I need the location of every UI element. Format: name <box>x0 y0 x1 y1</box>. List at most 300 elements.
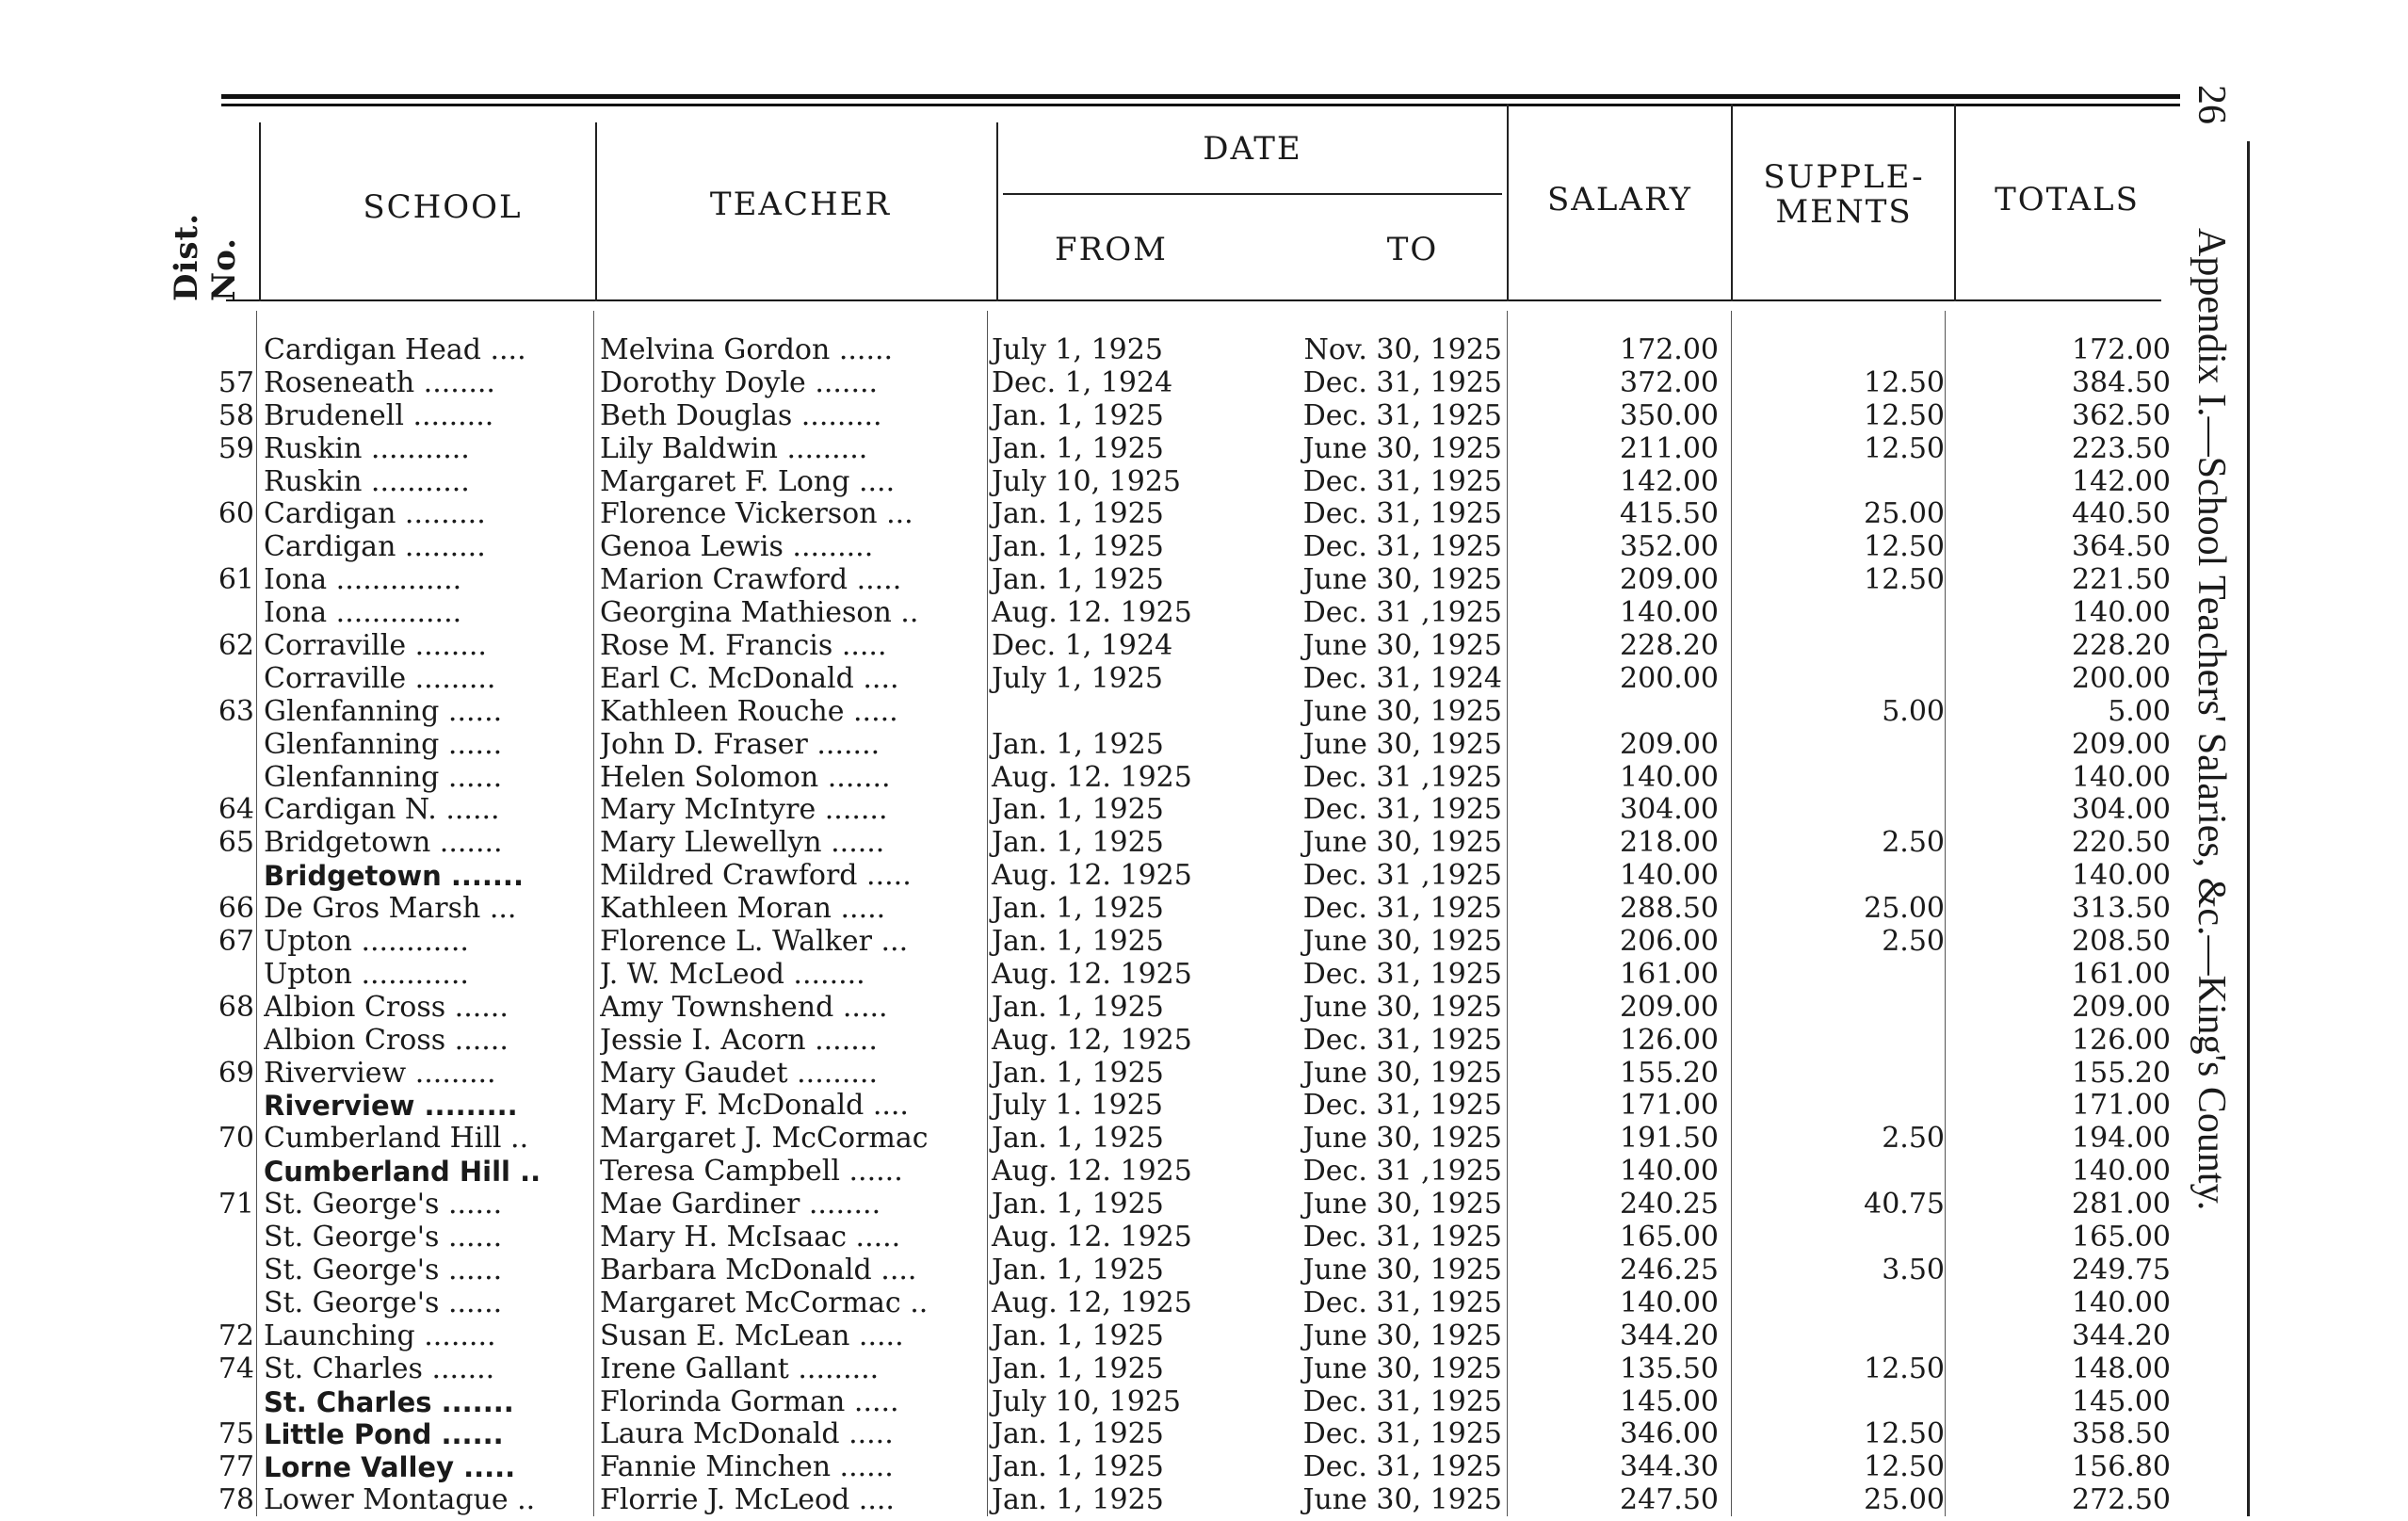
teacher-cell: Earl C. McDonald .... <box>600 662 899 695</box>
header-salary: SALARY <box>1547 181 1692 218</box>
teacher-cell: Margaret J. McCormac <box>600 1123 929 1156</box>
salary-cell: 200.00 <box>1620 661 1719 695</box>
total-cell: 161.00 <box>2072 957 2171 991</box>
table-row <box>0 696 2185 729</box>
salary-cell: 172.00 <box>1620 333 1719 366</box>
date-to-cell: Dec. 31, 1925 <box>1302 1450 1502 1484</box>
teacher-cell: Beth Douglas ......... <box>600 399 882 432</box>
date-from-cell: Jan. 1, 1925 <box>992 1351 1164 1385</box>
date-from-cell: Jan. 1, 1925 <box>992 826 1164 860</box>
table-row <box>0 531 2185 564</box>
teacher-cell: Marion Crawford ..... <box>600 564 902 597</box>
date-to-cell: June 30, 1925 <box>1302 1319 1502 1352</box>
supplements-cell: 12.50 <box>1864 530 1945 564</box>
dist-no-cell: 60 <box>218 497 254 531</box>
total-cell: 194.00 <box>2072 1122 2171 1156</box>
teacher-cell: Barbara McDonald .... <box>600 1254 917 1286</box>
school-cell: Albion Cross ...... <box>264 991 509 1024</box>
total-cell: 304.00 <box>2072 793 2171 827</box>
school-cell: Roseneath ........ <box>264 366 495 399</box>
teacher-cell: Kathleen Rouche ..... <box>600 695 898 728</box>
school-cell: Ruskin ........... <box>264 465 470 498</box>
table-row <box>0 1025 2185 1058</box>
school-cell: Albion Cross ...... <box>264 1024 509 1057</box>
dist-no-cell: 77 <box>218 1450 254 1484</box>
school-cell: Brudenell ......... <box>264 399 494 432</box>
salary-cell: 206.00 <box>1620 925 1719 959</box>
date-to-cell: Dec. 31, 1925 <box>1302 892 1502 926</box>
date-from-cell: Jan. 1, 1925 <box>992 925 1164 959</box>
date-from-cell: July 10, 1925 <box>992 464 1182 498</box>
school-cell: St. George's ...... <box>264 1286 503 1319</box>
date-from-cell: Aug. 12, 1925 <box>992 1023 1192 1057</box>
school-cell: St. George's ...... <box>264 1254 503 1286</box>
total-cell: 126.00 <box>2072 1023 2171 1057</box>
total-cell: 249.75 <box>2072 1253 2171 1286</box>
table-row <box>0 400 2185 433</box>
dist-no-cell: 68 <box>218 990 254 1024</box>
supplements-cell: 25.00 <box>1864 497 1945 531</box>
date-from-cell: Jan. 1, 1925 <box>992 1056 1164 1090</box>
table-row <box>0 992 2185 1025</box>
teacher-cell: Florrie J. McLeod .... <box>600 1484 895 1517</box>
salary-cell: 344.20 <box>1620 1319 1719 1352</box>
school-cell: Corraville ......... <box>264 662 496 695</box>
date-to-cell: June 30, 1925 <box>1302 694 1502 728</box>
date-from-cell: Jan. 1, 1925 <box>992 563 1164 597</box>
dist-no-cell: 78 <box>218 1483 254 1517</box>
school-cell: Iona .............. <box>264 597 462 630</box>
supplements-cell: 3.50 <box>1882 1253 1945 1286</box>
date-from-cell: July 10, 1925 <box>992 1384 1182 1418</box>
date-to-cell: Dec. 31, 1925 <box>1302 1286 1502 1319</box>
running-title <box>2168 85 2234 1497</box>
school-cell: Cumberland Hill .. <box>264 1156 541 1189</box>
supplements-cell: 2.50 <box>1882 925 1945 959</box>
supplements-cell: 12.50 <box>1864 431 1945 465</box>
dist-no-cell: 62 <box>218 629 254 663</box>
date-to-cell: Dec. 31, 1925 <box>1302 1089 1502 1123</box>
teacher-cell: Mildred Crawford ..... <box>600 860 912 893</box>
table-row <box>0 1386 2185 1419</box>
teacher-cell: Mary F. McDonald .... <box>600 1090 909 1123</box>
salary-cell: 161.00 <box>1620 957 1719 991</box>
header-totals: TOTALS <box>1995 181 2140 218</box>
header-supplements-line2: MENTS <box>1775 193 1913 231</box>
salary-cell: 140.00 <box>1620 859 1719 893</box>
date-from-cell: Aug. 12. 1925 <box>992 760 1192 794</box>
salary-cell: 346.00 <box>1620 1417 1719 1451</box>
total-cell: 344.20 <box>2072 1319 2171 1352</box>
dist-no-cell: 67 <box>218 925 254 959</box>
date-to-cell: June 30, 1925 <box>1302 727 1502 761</box>
total-cell: 5.00 <box>2108 694 2171 728</box>
supplements-cell: 2.50 <box>1882 826 1945 860</box>
date-to-cell: June 30, 1925 <box>1302 1056 1502 1090</box>
column-divider <box>1731 104 1733 301</box>
total-cell: 364.50 <box>2072 530 2171 564</box>
date-from-cell: Jan. 1, 1925 <box>992 990 1164 1024</box>
column-divider <box>1954 104 1956 301</box>
salary-cell: 246.25 <box>1620 1253 1719 1286</box>
top-rule-thin <box>221 104 2180 106</box>
date-from-cell: July 1, 1925 <box>992 333 1163 366</box>
table-row <box>0 1484 2185 1517</box>
date-from-cell: July 1. 1925 <box>992 1089 1163 1123</box>
total-cell: 165.00 <box>2072 1221 2171 1254</box>
dist-no-cell: 74 <box>218 1351 254 1385</box>
date-to-cell: June 30, 1925 <box>1302 563 1502 597</box>
header-school: SCHOOL <box>363 188 523 226</box>
date-to-cell: Dec. 31, 1925 <box>1302 497 1502 531</box>
school-cell: Cardigan Head .... <box>264 334 526 366</box>
teacher-cell: Amy Townshend ..... <box>600 991 888 1024</box>
total-cell: 362.50 <box>2072 398 2171 432</box>
total-cell: 209.00 <box>2072 727 2171 761</box>
salary-table-body <box>0 334 2185 1517</box>
supplements-cell: 40.75 <box>1864 1188 1945 1222</box>
table-row <box>0 1189 2185 1222</box>
date-to-cell: June 30, 1925 <box>1302 1351 1502 1385</box>
table-row <box>0 466 2185 499</box>
teacher-cell: Mary Llewellyn ...... <box>600 827 885 860</box>
salary-cell: 126.00 <box>1620 1023 1719 1057</box>
teacher-cell: Mary McIntyre ....... <box>600 794 888 827</box>
total-cell: 148.00 <box>2072 1351 2171 1385</box>
date-to-cell: June 30, 1925 <box>1302 1122 1502 1156</box>
table-row <box>0 1320 2185 1353</box>
dist-no-cell: 63 <box>218 694 254 728</box>
date-from-cell: Jan. 1, 1925 <box>992 727 1164 761</box>
school-cell: St. Charles ....... <box>264 1352 495 1385</box>
date-from-cell: Jan. 1, 1925 <box>992 1450 1164 1484</box>
column-divider <box>1507 104 1509 301</box>
school-cell: Little Pond ...... <box>264 1418 504 1451</box>
total-cell: 145.00 <box>2072 1384 2171 1418</box>
header-from: FROM <box>1055 231 1168 268</box>
teacher-cell: John D. Fraser ....... <box>600 728 881 761</box>
date-from-cell: Jan. 1, 1925 <box>992 1319 1164 1352</box>
table-row <box>0 827 2185 860</box>
total-cell: 440.50 <box>2072 497 2171 531</box>
teacher-cell: Irene Gallant ......... <box>600 1352 880 1385</box>
school-cell: St. George's ...... <box>264 1222 503 1254</box>
total-cell: 200.00 <box>2072 661 2171 695</box>
dist-no-cell: 57 <box>218 365 254 399</box>
dist-no-cell: 59 <box>218 431 254 465</box>
date-from-cell: Jan. 1, 1925 <box>992 1253 1164 1286</box>
table-row <box>0 860 2185 893</box>
table-row <box>0 663 2185 696</box>
date-from-cell: Jan. 1, 1925 <box>992 530 1164 564</box>
date-to-cell: Dec. 31, 1925 <box>1302 365 1502 399</box>
teacher-cell: Margaret F. Long .... <box>600 465 896 498</box>
total-cell: 140.00 <box>2072 1286 2171 1319</box>
supplements-cell: 12.50 <box>1864 1450 1945 1484</box>
total-cell: 208.50 <box>2072 925 2171 959</box>
dist-no-cell: 65 <box>218 826 254 860</box>
supplements-cell: 12.50 <box>1864 1351 1945 1385</box>
header-supplements-line1: SUPPLE- <box>1763 158 1925 196</box>
total-cell: 223.50 <box>2072 431 2171 465</box>
salary-cell: 415.50 <box>1620 497 1719 531</box>
dist-no-cell: 66 <box>218 892 254 926</box>
salary-cell: 140.00 <box>1620 760 1719 794</box>
teacher-cell: Mary H. McIsaac ..... <box>600 1222 901 1254</box>
school-cell: Upton ............ <box>264 926 469 959</box>
supplements-cell: 25.00 <box>1864 1483 1945 1517</box>
salary-cell: 304.00 <box>1620 793 1719 827</box>
supplements-cell: 12.50 <box>1864 365 1945 399</box>
total-cell: 220.50 <box>2072 826 2171 860</box>
school-cell: Upton ............ <box>264 958 469 991</box>
date-to-cell: June 30, 1925 <box>1302 925 1502 959</box>
date-to-cell: June 30, 1925 <box>1302 990 1502 1024</box>
school-cell: Ruskin ........... <box>264 432 470 465</box>
table-row <box>0 1090 2185 1123</box>
teacher-cell: Florence Vickerson ... <box>600 498 913 531</box>
date-to-cell: Dec. 31, 1925 <box>1302 1221 1502 1254</box>
school-cell: Launching ........ <box>264 1319 496 1352</box>
salary-cell: 209.00 <box>1620 727 1719 761</box>
school-cell: Lorne Valley ..... <box>264 1451 516 1484</box>
table-row <box>0 1254 2185 1287</box>
dist-no-cell: 72 <box>218 1319 254 1352</box>
header-dist-no: Dist. No. <box>168 212 243 301</box>
column-divider <box>996 122 998 301</box>
date-from-cell: Jan. 1, 1925 <box>992 431 1164 465</box>
date-from-cell: Jan. 1, 1925 <box>992 398 1164 432</box>
table-row <box>0 794 2185 827</box>
date-to-cell: Dec. 31 ,1925 <box>1302 859 1502 893</box>
date-from-cell: Aug. 12, 1925 <box>992 1286 1192 1319</box>
supplements-cell: 12.50 <box>1864 1417 1945 1451</box>
teacher-cell: Georgina Mathieson .. <box>600 597 919 630</box>
date-to-cell: June 30, 1925 <box>1302 629 1502 663</box>
total-cell: 272.50 <box>2072 1483 2171 1517</box>
date-to-cell: Dec. 31 ,1925 <box>1302 1155 1502 1189</box>
date-to-cell: Dec. 31, 1925 <box>1302 464 1502 498</box>
school-cell: Cardigan N. ...... <box>264 794 500 827</box>
dist-no-cell: 69 <box>218 1056 254 1090</box>
total-cell: 384.50 <box>2072 365 2171 399</box>
table-row <box>0 630 2185 663</box>
total-cell: 156.80 <box>2072 1450 2171 1484</box>
dist-no-cell: 71 <box>218 1188 254 1222</box>
date-subheader-rule <box>1003 193 1502 195</box>
date-to-cell: Dec. 31 ,1925 <box>1302 760 1502 794</box>
salary-cell: 209.00 <box>1620 563 1719 597</box>
date-to-cell: Dec. 31, 1925 <box>1302 398 1502 432</box>
date-to-cell: Dec. 31, 1925 <box>1302 1417 1502 1451</box>
top-rule <box>221 94 2180 99</box>
table-row <box>0 729 2185 762</box>
table-row <box>0 1287 2185 1320</box>
total-cell: 171.00 <box>2072 1089 2171 1123</box>
date-from-cell: Jan. 1, 1925 <box>992 892 1164 926</box>
school-cell: St. George's ...... <box>264 1189 503 1222</box>
column-divider <box>595 122 597 301</box>
salary-cell: 350.00 <box>1620 398 1719 432</box>
salary-cell: 135.50 <box>1620 1351 1719 1385</box>
date-from-cell: Dec. 1, 1924 <box>992 629 1173 663</box>
teacher-cell: Florinda Gorman ..... <box>600 1385 899 1418</box>
date-from-cell: Aug. 12. 1925 <box>992 596 1192 630</box>
header-bottom-rule <box>226 299 2161 301</box>
date-from-cell: Dec. 1, 1924 <box>992 365 1173 399</box>
table-row <box>0 1353 2185 1386</box>
table-row <box>0 959 2185 992</box>
table-row <box>0 762 2185 795</box>
date-from-cell: Jan. 1, 1925 <box>992 1483 1164 1517</box>
supplements-cell: 2.50 <box>1882 1122 1945 1156</box>
table-row <box>0 334 2185 367</box>
salary-cell: 155.20 <box>1620 1056 1719 1090</box>
salary-cell: 240.25 <box>1620 1188 1719 1222</box>
header-teacher: TEACHER <box>709 186 892 223</box>
total-cell: 358.50 <box>2072 1417 2171 1451</box>
salary-cell: 288.50 <box>1620 892 1719 926</box>
dist-no-cell: 75 <box>218 1417 254 1451</box>
date-from-cell: Jan. 1, 1925 <box>992 1122 1164 1156</box>
dist-no-cell: 61 <box>218 563 254 597</box>
teacher-cell: Susan E. McLean ..... <box>600 1319 904 1352</box>
total-cell: 140.00 <box>2072 596 2171 630</box>
table-row <box>0 1123 2185 1156</box>
date-to-cell: June 30, 1925 <box>1302 826 1502 860</box>
teacher-cell: Laura McDonald ..... <box>600 1418 894 1451</box>
salary-cell: 372.00 <box>1620 365 1719 399</box>
school-cell: Bridgetown ....... <box>264 860 524 893</box>
running-title-text: Appendix I.—School Teachers' Salaries, &c.—King's County. <box>2190 228 2233 1211</box>
column-divider <box>259 122 261 301</box>
school-cell: Riverview ......... <box>264 1090 518 1123</box>
teacher-cell: Fannie Minchen ...... <box>600 1451 894 1484</box>
date-from-cell: Aug. 12. 1925 <box>992 957 1192 991</box>
table-row <box>0 893 2185 926</box>
date-to-cell: Dec. 31, 1925 <box>1302 1023 1502 1057</box>
table-row <box>0 926 2185 959</box>
date-to-cell: Nov. 30, 1925 <box>1303 333 1502 366</box>
salary-cell: 352.00 <box>1620 530 1719 564</box>
date-from-cell: Aug. 12. 1925 <box>992 859 1192 893</box>
total-cell: 281.00 <box>2072 1188 2171 1222</box>
header-to: TO <box>1386 231 1439 268</box>
salary-cell: 191.50 <box>1620 1122 1719 1156</box>
dist-no-cell: 58 <box>218 398 254 432</box>
table-row <box>0 1156 2185 1189</box>
school-cell: Cardigan ......... <box>264 498 486 531</box>
total-cell: 142.00 <box>2072 464 2171 498</box>
date-from-cell: Jan. 1, 1925 <box>992 1417 1164 1451</box>
date-to-cell: Dec. 31, 1925 <box>1302 793 1502 827</box>
table-row <box>0 564 2185 597</box>
page-number: 26 <box>2190 85 2233 124</box>
school-cell: Glenfanning ...... <box>264 695 503 728</box>
salary-cell: 140.00 <box>1620 596 1719 630</box>
teacher-cell: Dorothy Doyle ....... <box>600 366 879 399</box>
teacher-cell: Rose M. Francis ..... <box>600 630 887 663</box>
date-from-cell: Aug. 12. 1925 <box>992 1221 1192 1254</box>
teacher-cell: Margaret McCormac .. <box>600 1286 929 1319</box>
salary-cell: 247.50 <box>1620 1483 1719 1517</box>
supplements-cell: 5.00 <box>1882 694 1945 728</box>
teacher-cell: Genoa Lewis ......... <box>600 531 874 564</box>
salary-cell: 142.00 <box>1620 464 1719 498</box>
table-row <box>0 433 2185 466</box>
teacher-cell: Jessie I. Acorn ....... <box>600 1024 878 1057</box>
school-cell: Glenfanning ...... <box>264 761 503 794</box>
salary-cell: 171.00 <box>1620 1089 1719 1123</box>
total-cell: 172.00 <box>2072 333 2171 366</box>
total-cell: 140.00 <box>2072 1155 2171 1189</box>
table-row <box>0 1222 2185 1254</box>
date-from-cell: Jan. 1, 1925 <box>992 1188 1164 1222</box>
date-to-cell: Dec. 31, 1925 <box>1302 530 1502 564</box>
salary-cell: 228.20 <box>1620 629 1719 663</box>
salary-cell: 145.00 <box>1620 1384 1719 1418</box>
margin-rule <box>2247 141 2250 1516</box>
salary-cell: 165.00 <box>1620 1221 1719 1254</box>
date-to-cell: Dec. 31 ,1925 <box>1302 596 1502 630</box>
teacher-cell: Helen Solomon ....... <box>600 761 891 794</box>
date-to-cell: June 30, 1925 <box>1302 1253 1502 1286</box>
school-cell: Cumberland Hill .. <box>264 1123 529 1156</box>
supplements-cell: 25.00 <box>1864 892 1945 926</box>
school-cell: Corraville ........ <box>264 630 487 663</box>
table-row <box>0 1058 2185 1091</box>
total-cell: 209.00 <box>2072 990 2171 1024</box>
school-cell: Lower Montague .. <box>264 1484 536 1517</box>
teacher-cell: Lily Baldwin ......... <box>600 432 868 465</box>
date-to-cell: Dec. 31, 1925 <box>1302 957 1502 991</box>
total-cell: 140.00 <box>2072 760 2171 794</box>
table-row <box>0 367 2185 400</box>
date-to-cell: June 30, 1925 <box>1302 1188 1502 1222</box>
school-cell: Glenfanning ...... <box>264 728 503 761</box>
school-cell: Cardigan ......... <box>264 531 486 564</box>
salary-cell: 211.00 <box>1620 431 1719 465</box>
salary-cell: 344.30 <box>1620 1450 1719 1484</box>
header-date: DATE <box>1203 130 1302 168</box>
date-to-cell: June 30, 1925 <box>1302 1483 1502 1517</box>
date-to-cell: June 30, 1925 <box>1302 431 1502 465</box>
table-row <box>0 1418 2185 1451</box>
date-to-cell: Dec. 31, 1924 <box>1302 661 1502 695</box>
supplements-cell: 12.50 <box>1864 398 1945 432</box>
salary-cell: 140.00 <box>1620 1286 1719 1319</box>
school-cell: Riverview ......... <box>264 1057 496 1090</box>
total-cell: 155.20 <box>2072 1056 2171 1090</box>
table-row <box>0 1451 2185 1484</box>
total-cell: 313.50 <box>2072 892 2171 926</box>
date-from-cell: Jan. 1, 1925 <box>992 497 1164 531</box>
total-cell: 221.50 <box>2072 563 2171 597</box>
school-cell: Bridgetown ....... <box>264 827 503 860</box>
teacher-cell: Kathleen Moran ..... <box>600 893 886 926</box>
teacher-cell: Melvina Gordon ...... <box>600 334 894 366</box>
dist-no-cell: 64 <box>218 793 254 827</box>
supplements-cell: 12.50 <box>1864 563 1945 597</box>
table-row <box>0 597 2185 630</box>
teacher-cell: J. W. McLeod ........ <box>600 958 865 991</box>
date-to-cell: Dec. 31, 1925 <box>1302 1384 1502 1418</box>
teacher-cell: Mae Gardiner ........ <box>600 1189 881 1222</box>
school-cell: St. Charles ....... <box>264 1385 514 1418</box>
table-row <box>0 498 2185 531</box>
date-from-cell: July 1, 1925 <box>992 661 1163 695</box>
total-cell: 140.00 <box>2072 859 2171 893</box>
